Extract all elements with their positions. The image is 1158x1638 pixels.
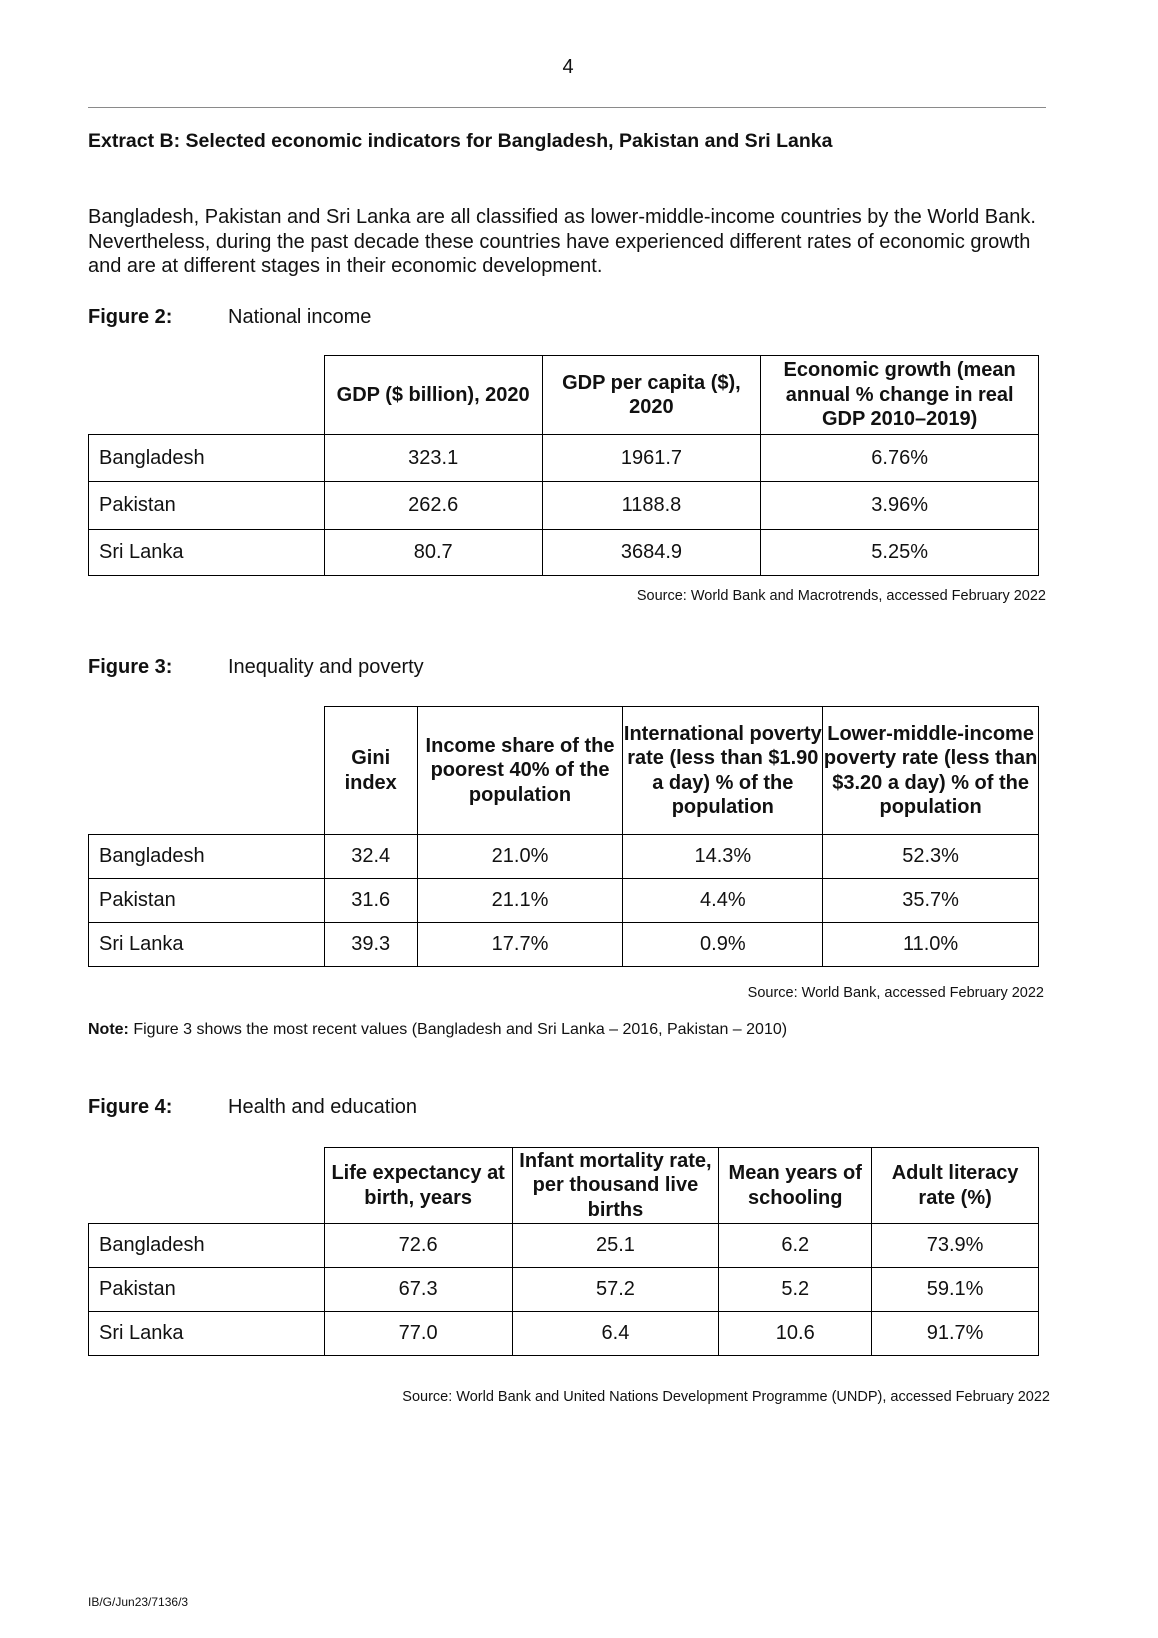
figure2-caption: National income (228, 306, 372, 328)
table-row (89, 1268, 1039, 1312)
blank-header-cell (89, 1148, 325, 1224)
note-label: Note: (88, 1021, 129, 1038)
column-header: International poverty rate (less than $1.90 a day) % of the population (623, 707, 823, 835)
blank-header-cell (89, 356, 325, 435)
table-row (89, 482, 1039, 530)
country-cell: Pakistan (89, 879, 325, 923)
figure2-title (88, 306, 371, 329)
data-cell: 10.6 (719, 1312, 872, 1356)
figure3-note (88, 1021, 787, 1039)
data-cell: 67.3 (324, 1268, 512, 1312)
country-cell: Sri Lanka (89, 923, 325, 967)
data-cell: 14.3% (623, 835, 823, 879)
country-cell: Bangladesh (89, 435, 325, 482)
column-header: Income share of the poorest 40% of the population (417, 707, 623, 835)
table-header-row (89, 356, 1039, 435)
page-number: 4 (562, 56, 574, 78)
data-cell: 21.0% (417, 835, 623, 879)
figure4-label: Figure 4: (88, 1096, 173, 1118)
figure4-source: Source: World Bank and United Nations Development Programme (UNDP), accessed February 2022 (402, 1389, 1050, 1405)
data-cell: 5.2 (719, 1268, 872, 1312)
table-row (89, 879, 1039, 923)
column-header: Economic growth (mean annual % change in real GDP 2010–2019) (761, 356, 1039, 435)
table-row (89, 530, 1039, 576)
table-header-row (89, 707, 1039, 835)
data-cell: 32.4 (324, 835, 417, 879)
figure3-table (88, 706, 1039, 967)
figure4-title (88, 1096, 417, 1119)
data-cell: 0.9% (623, 923, 823, 967)
data-cell: 17.7% (417, 923, 623, 967)
figure2-label: Figure 2: (88, 306, 173, 328)
figure2-source: Source: World Bank and Macrotrends, accessed February 2022 (636, 588, 1046, 604)
data-cell: 73.9% (872, 1224, 1039, 1268)
data-cell: 6.4 (512, 1312, 719, 1356)
data-cell: 35.7% (823, 879, 1039, 923)
data-cell: 80.7 (324, 530, 542, 576)
figure3-source: Source: World Bank, accessed February 2022 (747, 985, 1044, 1001)
data-cell: 39.3 (324, 923, 417, 967)
table-row (89, 835, 1039, 879)
data-cell: 6.2 (719, 1224, 872, 1268)
note-text: Figure 3 shows the most recent values (Bangladesh and Sri Lanka – 2016, Pakistan – 2010) (128, 1021, 788, 1038)
country-cell: Pakistan (89, 1268, 325, 1312)
data-cell: 57.2 (512, 1268, 719, 1312)
data-cell: 5.25% (761, 530, 1039, 576)
data-cell: 11.0% (823, 923, 1039, 967)
data-cell: 323.1 (324, 435, 542, 482)
column-header: GDP per capita ($), 2020 (542, 356, 761, 435)
table-row (89, 923, 1039, 967)
column-header: GDP ($ billion), 2020 (324, 356, 542, 435)
data-cell: 59.1% (872, 1268, 1039, 1312)
intro-paragraph: Bangladesh, Pakistan and Sri Lanka are all classified as lower-middle-income countries by the World Bank. Nevertheless, during the past decade these countries have experienced different rates of economic growth and are at different stages in their economic development. (88, 206, 1036, 277)
country-cell: Bangladesh (89, 1224, 325, 1268)
data-cell: 3684.9 (542, 530, 761, 576)
country-cell: Bangladesh (89, 835, 325, 879)
table-header-row (89, 1148, 1039, 1224)
extract-heading: Extract B: Selected economic indicators for Bangladesh, Pakistan and Sri Lanka (88, 130, 833, 152)
table-row (89, 1312, 1039, 1356)
data-cell: 4.4% (623, 879, 823, 923)
header-divider (88, 107, 1046, 108)
column-header: Infant mortality rate, per thousand live births (512, 1148, 719, 1224)
data-cell: 6.76% (761, 435, 1039, 482)
column-header: Adult literacy rate (%) (872, 1148, 1039, 1224)
data-cell: 1188.8 (542, 482, 761, 530)
figure2-table (88, 355, 1039, 576)
data-cell: 21.1% (417, 879, 623, 923)
figure4-caption: Health and education (228, 1096, 418, 1118)
data-cell: 77.0 (324, 1312, 512, 1356)
figure3-title (88, 656, 424, 679)
column-header: Lower-middle-income poverty rate (less than $3.20 a day) % of the population (823, 707, 1039, 835)
data-cell: 25.1 (512, 1224, 719, 1268)
column-header: Gini index (324, 707, 417, 835)
table-row (89, 1224, 1039, 1268)
figure3-caption: Inequality and poverty (228, 656, 424, 678)
column-header: Mean years of schooling (719, 1148, 872, 1224)
data-cell: 72.6 (324, 1224, 512, 1268)
footer-code: IB/G/Jun23/7136/3 (88, 1595, 189, 1609)
column-header: Life expectancy at birth, years (324, 1148, 512, 1224)
figure4-table (88, 1147, 1039, 1356)
country-cell: Sri Lanka (89, 1312, 325, 1356)
data-cell: 262.6 (324, 482, 542, 530)
country-cell: Sri Lanka (89, 530, 325, 576)
data-cell: 1961.7 (542, 435, 761, 482)
data-cell: 52.3% (823, 835, 1039, 879)
blank-header-cell (89, 707, 325, 835)
data-cell: 31.6 (324, 879, 417, 923)
data-cell: 91.7% (872, 1312, 1039, 1356)
table-row (89, 435, 1039, 482)
figure3-label: Figure 3: (88, 656, 173, 678)
data-cell: 3.96% (761, 482, 1039, 530)
country-cell: Pakistan (89, 482, 325, 530)
